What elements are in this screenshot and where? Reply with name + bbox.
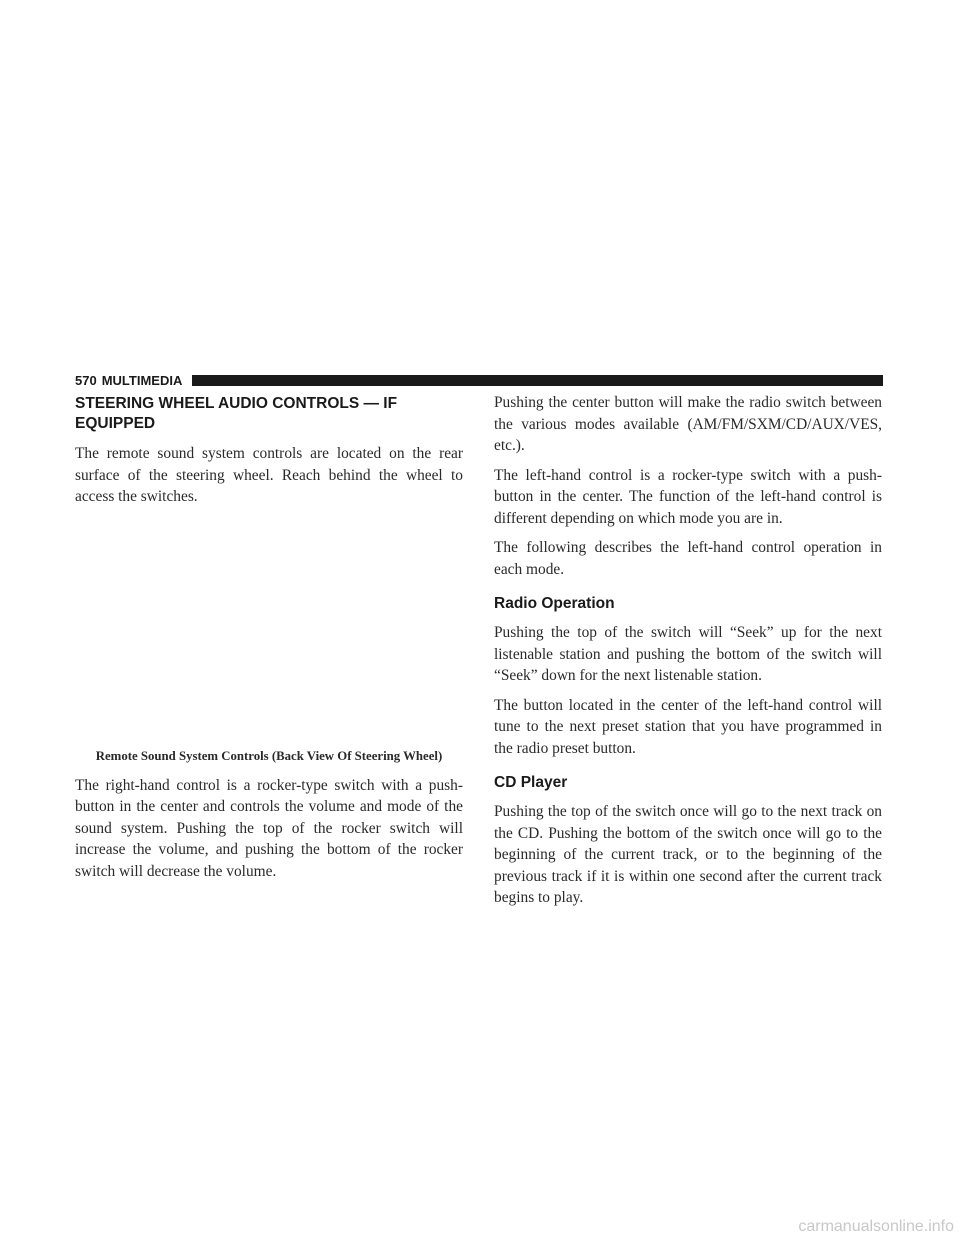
describes-paragraph: The following describes the left-hand control operation in each mode. — [494, 539, 882, 578]
right-column — [494, 392, 882, 917]
section-heading: STEERING WHEEL AUDIO CONTROLS — IF EQUIPPED — [75, 395, 398, 432]
right-hand-control-paragraph: The right-hand control is a rocker-type switch with a push-button in the center and controls the volume and mode of the sound system. Pushing the top of the rocker switch will increase the volume, and pushing the bottom of the rocker switch will decrease the volume. — [75, 776, 463, 880]
left-hand-control-paragraph: The left-hand control is a rocker-type switch with a push-button in the center. The function of the left-hand control is different depending on which mode you are in. — [494, 466, 882, 527]
cd-player-paragraph: Pushing the top of the switch once will go to the next track on the CD. Pushing the bottom of the switch once will go to the beginning of the current track, or to the beginning of the previous track if it is within one second after the current track begins to play. — [494, 803, 882, 906]
figure-caption: Remote Sound System Controls (Back View Of Steering Wheel) — [95, 748, 443, 763]
section-title: MULTIMEDIA — [101, 372, 183, 388]
steering-controls-figure — [75, 518, 463, 748]
radio-seek-paragraph: Pushing the top of the switch will “Seek” up for the next listenable station and pushing the bottom of the switch will “Seek” down for the next listenable station. — [494, 624, 882, 684]
page-header — [75, 372, 883, 388]
cd-player-heading: CD Player — [494, 774, 568, 791]
radio-preset-paragraph: The button located in the center of the left-hand control will tune to the next preset station that you have programmed in the radio preset button. — [494, 696, 882, 757]
center-button-paragraph: Pushing the center button will make the radio switch between the various modes available (AM/FM/SXM/CD/AUX/VES, etc.). — [494, 394, 882, 454]
watermark: carmanualsonline.info — [798, 1218, 954, 1235]
radio-operation-heading: Radio Operation — [494, 595, 615, 612]
left-column — [75, 392, 463, 890]
header-rule — [192, 375, 883, 386]
page-number: 570 — [75, 372, 97, 388]
intro-paragraph: The remote sound system controls are located on the rear surface of the steering wheel. Reach behind the wheel to access the switches. — [75, 445, 463, 505]
